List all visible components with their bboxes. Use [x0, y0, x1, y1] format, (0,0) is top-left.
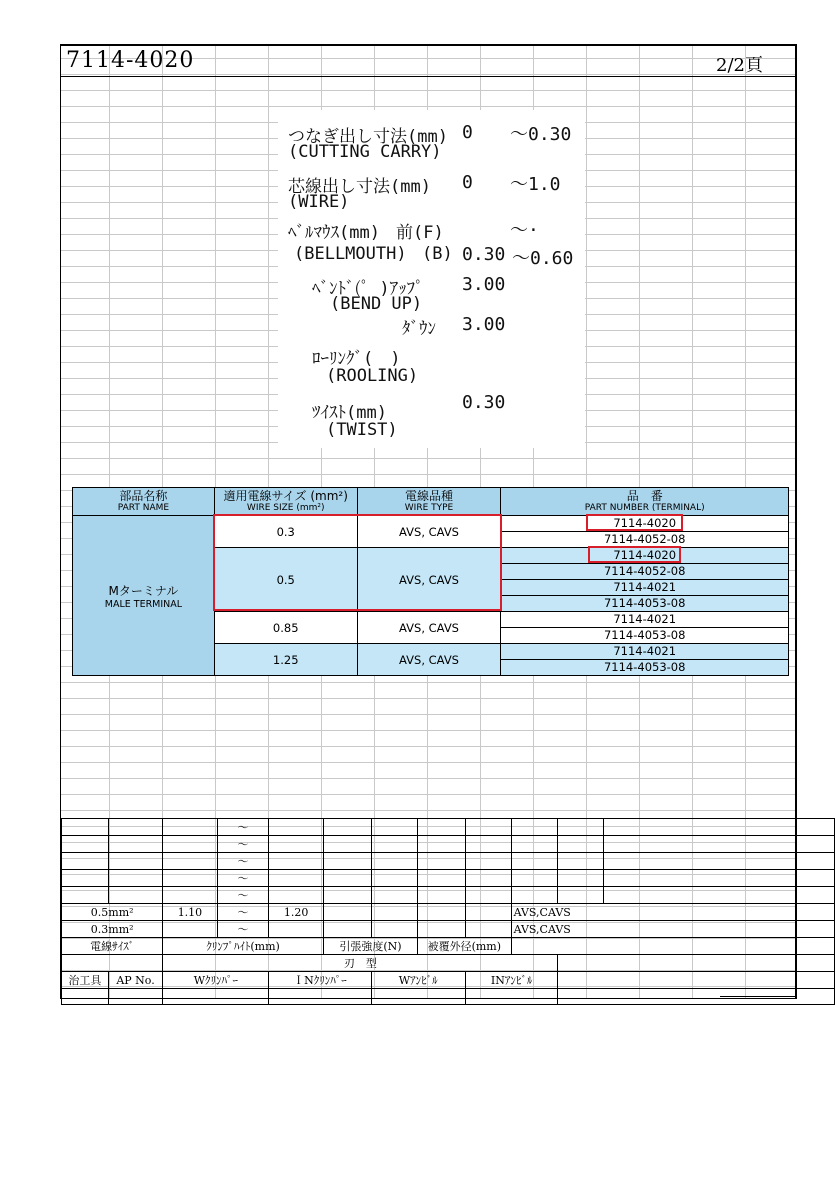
page-number: 2/2頁	[716, 55, 763, 76]
cutting-carry-min: 0	[462, 122, 473, 143]
crimp-height-max: 1.20	[269, 904, 323, 921]
bellmouth-label: ﾍﾞﾙﾏｳｽ(mm)	[288, 223, 380, 243]
header-wire-size: 適用電線サイズ (mm²) WIRE SIZE (mm²)	[214, 488, 357, 516]
wire-size-value: 0.3mm²	[62, 921, 163, 938]
crimp-height-max	[269, 921, 323, 938]
bend-down-value: 3.00	[462, 314, 506, 335]
bellmouth-back-min: 0.30	[462, 244, 506, 265]
wire-type-cell: AVS, CAVS	[357, 516, 501, 548]
cutting-carry-label: つなぎ出し寸法(mm)	[288, 127, 448, 147]
bend-up-label: ﾍﾞﾝﾄﾞ(ﾟ )ｱｯﾌﾟ	[312, 279, 424, 299]
col-insulation-diameter: 被覆外径(mm)	[418, 938, 512, 955]
wire-size-cell: 0.3	[214, 516, 357, 548]
tilde: ～	[217, 870, 269, 887]
twist-label-en: (TWIST)	[326, 420, 398, 440]
part-number-cell: 7114-4020	[501, 516, 789, 532]
header-part-number: 品 番 PART NUMBER (TERMINAL)	[501, 488, 789, 516]
wire-size-cell: 0.85	[214, 612, 357, 644]
crimp-spec-table	[61, 818, 835, 1005]
part-number-cell: 7114-4052-08	[501, 564, 789, 580]
col-tensile-strength: 引張強度(N)	[323, 938, 417, 955]
wire-size-value: 0.5mm²	[62, 904, 163, 921]
part-number-cell: 7114-4021	[501, 612, 789, 628]
crimp-height-min: 1.10	[163, 904, 217, 921]
bellmouth-back-label: (B)	[422, 244, 453, 264]
part-name-cell: Mターミナル MALE TERMINAL	[73, 516, 215, 676]
tail-divider	[720, 996, 797, 997]
spec-panel	[278, 110, 585, 448]
bellmouth-label-en: (BELLMOUTH)	[294, 244, 407, 264]
twist-label: ﾂｲｽﾄ(mm)	[312, 403, 387, 423]
part-number-cell: 7114-4053-08	[501, 628, 789, 644]
col-in-crimper: ＩNｸﾘﾝﾊﾟｰ	[269, 972, 371, 989]
header-wire-type: 電線品種 WIRE TYPE	[357, 488, 501, 516]
wire-size-cell: 1.25	[214, 644, 357, 676]
bellmouth-front-label: 前(F)	[396, 223, 444, 243]
header-part-name: 部品名称 PART NAME	[73, 488, 215, 516]
wire-type-value: AVS,CAVS	[511, 904, 834, 921]
wire-type-value: AVS,CAVS	[511, 921, 834, 938]
bend-label-en: (BEND UP)	[330, 294, 423, 314]
wire-type-cell: AVS, CAVS	[357, 612, 501, 644]
bend-down-label: ﾀﾞｳﾝ	[402, 319, 436, 339]
part-number-cell: 7114-4020	[501, 548, 789, 564]
part-number-cell: 7114-4053-08	[501, 660, 789, 676]
cutting-carry-max: ～0.30	[510, 124, 572, 145]
cutting-carry-label-en: (CUTTING CARRY)	[288, 142, 442, 162]
bellmouth-front-range: ～·	[510, 220, 539, 241]
tilde: ～	[217, 904, 269, 921]
tilde: ～	[217, 921, 269, 938]
rolling-label-en: (ROOLING)	[326, 366, 419, 386]
part-number-cell: 7114-4021	[501, 644, 789, 660]
col-in-anvil: INｱﾝﾋﾞﾙ	[465, 972, 558, 989]
rolling-label: ﾛｰﾘﾝｸﾞ( )	[312, 349, 401, 369]
bellmouth-back-max: ～0.60	[512, 248, 574, 269]
wire-type-cell: AVS, CAVS	[357, 548, 501, 612]
col-wire-size: 電線ｻｲｽﾞ	[62, 938, 163, 955]
col-w-crimper: Wｸﾘﾝﾊﾟｰ	[163, 972, 269, 989]
col-crimp-height: ｸﾘﾝﾌﾟﾊｲﾄ(mm)	[163, 938, 324, 955]
wire-label: 芯線出し寸法(mm)	[288, 177, 431, 197]
part-number-cell: 7114-4021	[501, 580, 789, 596]
applicable-parts-table	[72, 487, 789, 676]
part-number-cell: 7114-4053-08	[501, 596, 789, 612]
tilde: ～	[217, 887, 269, 904]
tilde: ～	[217, 819, 269, 836]
bend-up-value: 3.00	[462, 274, 506, 295]
wire-size-cell: 0.5	[214, 548, 357, 612]
col-ap-no: AP No.	[108, 972, 163, 989]
wire-min: 0	[462, 172, 473, 193]
crimp-height-min	[163, 921, 217, 938]
twist-value: 0.30	[462, 392, 506, 413]
wire-max: ～1.0	[510, 174, 561, 195]
wire-label-en: (WIRE)	[288, 192, 350, 212]
col-w-anvil: Wｱﾝﾋﾞﾙ	[371, 972, 465, 989]
wire-type-cell: AVS, CAVS	[357, 644, 501, 676]
tilde: ～	[217, 836, 269, 853]
tilde: ～	[217, 853, 269, 870]
die-label: 刃 型	[163, 955, 558, 972]
col-tool: 治工具	[62, 972, 109, 989]
document-id: 7114-4020	[66, 48, 195, 73]
title-divider	[60, 76, 797, 77]
part-number-cell: 7114-4052-08	[501, 532, 789, 548]
